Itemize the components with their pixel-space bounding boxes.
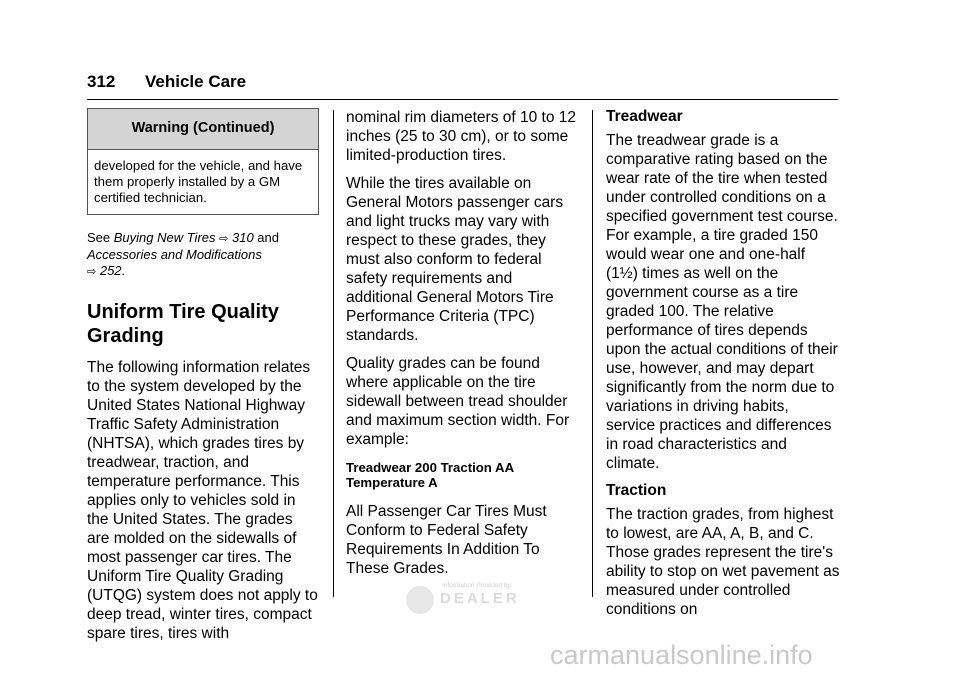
dealer-logo-icon	[406, 586, 434, 614]
warning-title: Warning (Continued)	[88, 109, 318, 150]
warning-box	[87, 108, 319, 215]
column-1	[87, 108, 319, 643]
see-reference	[87, 230, 319, 280]
rim-diameter-paragraph: nominal rim diameters of 10 to 12 inches (25 to 30 cm), or to some limited-production tires.	[346, 109, 577, 164]
column-divider	[333, 110, 334, 597]
page-number: 312	[87, 72, 116, 91]
section-title: Uniform Tire Quality Grading	[87, 301, 279, 347]
traction-heading: Traction	[606, 482, 667, 499]
ref-buying-new-tires[interactable]: Buying New Tires	[113, 230, 216, 245]
utqg-intro-paragraph: The following information relates to the system developed by the United States National Highway Traffic Safety Administration (NHTSA), which grades tires by treadwear, traction, and temperature performance. This applies only to vehicles sold in the United States. The grades are molded on the sidewalls of most passenger car tires. The Uniform Tire Quality Grading (UTQG) system does not apply to deep tread, winter tires, compact spare tires, tires with	[87, 359, 318, 642]
treadwear-paragraph: The treadwear grade is a comparative rating based on the wear rate of the tire when tested under controlled conditions on a specified government test course. For example, a tire graded 150 would wear one and one-half (1½) times as well on the government course as a tire graded 100. The relative performance of tires depends upon the actual conditions of their use, however, and may depart significantly from the norm due to variations in driving habits, service practices and differences in road characteristics and climate.	[606, 132, 838, 472]
section-name: Vehicle Care	[145, 72, 247, 91]
header-rule	[87, 99, 838, 100]
dealer-watermark-logo	[406, 582, 546, 618]
page-header	[87, 72, 246, 92]
page-arrow-icon: ⇨	[87, 266, 97, 278]
footer-site-watermark: carmanualsonline.info	[550, 640, 813, 670]
ref-accessories[interactable]: Accessories and Modifications	[87, 247, 262, 262]
warning-body: developed for the vehicle, and have them properly installed by a GM certified technician.	[94, 158, 303, 205]
example-grades-label: Treadwear 200 Traction AA Temperature A	[346, 460, 514, 490]
see-mid: and	[253, 230, 279, 245]
gm-tires-paragraph: While the tires available on General Motors passenger cars and light trucks may vary with respect to these grades, they must also conform to federal safety requirements and additional General Motors Tire Performance Criteria (TPC) standards.	[346, 175, 564, 344]
traction-paragraph: The traction grades, from highest to lowest, are AA, A, B, and C. Those grades represent the tire's ability to stop on wet pavement as measured under controlled conditions on	[606, 506, 840, 618]
watermark-brand: DEALER	[440, 590, 520, 607]
quality-grades-paragraph: Quality grades can be found where applicable on the tire sidewall between tread shoulder and maximum section width. For example:	[346, 355, 570, 448]
example-grades-text: All Passenger Car Tires Must Conform to Federal Safety Requirements In Addition To These Grades.	[346, 503, 547, 577]
page-arrow-icon: ⇨	[219, 233, 229, 245]
ref-page-252[interactable]: 252	[99, 263, 122, 278]
watermark-caption: Information Provided by:	[442, 582, 513, 589]
ref-page-310[interactable]: 310	[231, 230, 254, 245]
see-end: .	[121, 263, 126, 278]
see-prefix: See	[87, 230, 114, 245]
treadwear-heading: Treadwear	[606, 108, 683, 125]
column-divider	[592, 110, 593, 597]
column-2	[346, 108, 580, 578]
column-3	[606, 108, 840, 619]
